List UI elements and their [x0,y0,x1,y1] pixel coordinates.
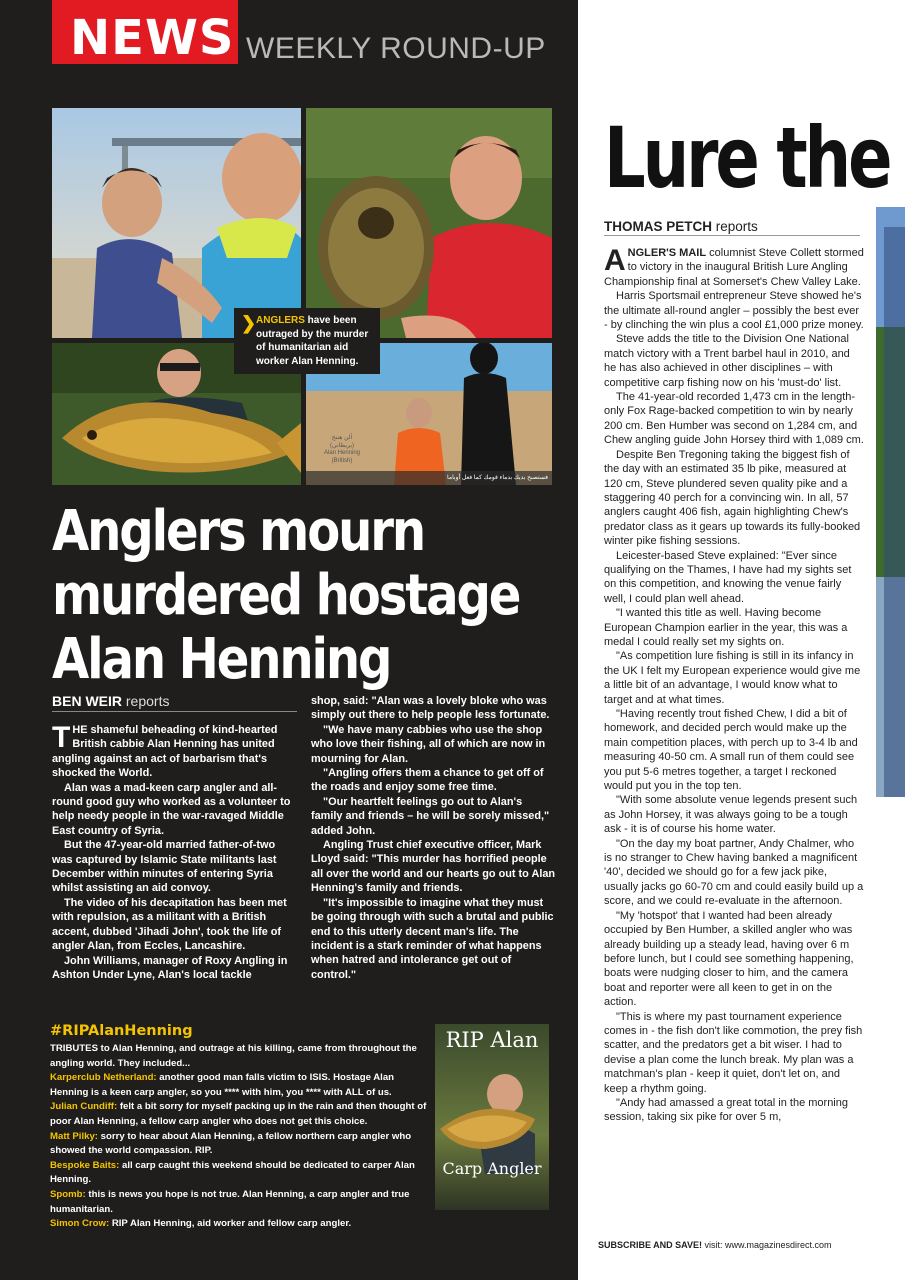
article-paragraph: The 41-year-old recorded 1,473 cm in the length-only Fox Rage-backed competition to win by nearly 200 cm. Ben Humber was second on 1,284 cm, and Chew angling guide John Horsey third with 1,089 cm. [604,391,864,447]
headline-line-2: murdered hostage [52,563,520,628]
caption-arrow-icon: ❯ [241,313,257,333]
dropcap: T [52,721,71,754]
article-paragraph: "We have many cabbies who use the shop who love their fishing, all of which are now in mourning for Alan. [311,723,546,765]
tribute-item: Spomb: this is news you hope is not true. Alan Henning, a carp angler and true humanitarian. [50,1188,410,1215]
photo-alan-with-child [52,108,301,338]
article-paragraph: "Having recently trout fished Chew, I did a bit of homework, and decided perch would make up the main competition places, with perch up to 3-4 lb and measuring 40-50 cm. A small run of them could see you put 5-6 metres together, a target I reckoned would put you in the top ten. [604,708,858,793]
footer-subscribe: SUBSCRIBE AND SAVE! [598,1240,703,1250]
article-paragraph: "This is where my past tournament experience comes in - the fish don't like commotion, the prey fish scatter, and the predators get a bit wiser. I had to devise a plan come the lunch break. My plan was a matchman's plan - keep it quiet, don't let on, and keep a rhythm going. [604,1010,863,1095]
hostage-name-sign: آلن هننج (بريطاني) Alan Henning (British) [323,435,361,464]
left-headline [52,499,520,692]
right-page [578,0,905,1280]
article-paragraph: "As competition lure fishing is still in its infancy in the UK I felt my European experience would give me a little bit of an advantage, I would know what to target and at what times. [604,650,861,706]
byline-reports: reports [122,693,170,709]
news-section-label: NEWS [70,10,235,66]
article-paragraph: The video of his decapitation has been met with repulsion, as a militant with a British accent, dubbed 'Jihadi John', took the life of angler Alan, from Eccles, Lancashire. [52,896,287,953]
byline-author: THOMAS PETCH [604,219,712,234]
article-paragraph: "It's impossible to imagine what they must be going through with such a brutal and public end to this utterly decent man's life. The incident is a stark reminder of what happens when hatred and intolerance get out of control." [311,896,554,981]
article-paragraph: Angling Trust chief executive officer, Mark Lloyd said: "This murder has horrified people all over the world and our hearts go out to Alan Henning's family and friends. [311,839,556,895]
tribute-item: Karperclub Netherland: another good man falls victim to ISIS. Hostage Alan Henning is a keen carp angler, so you **** with him, you **** with ALL of us. [50,1072,395,1098]
photo-alan-with-carp [306,108,552,338]
tribute-item: Julian Cundiff: felt a bit sorry for myself packing up in the rain and then thought of poor Alan Henning, a fellow carp angler who does not get this choice. [50,1101,427,1127]
article-paragraph: Alan was a mad-keen carp angler and all-round good guy who worked as a volunteer to help needy people in the war-ravaged Middle East country of Syria. [52,781,291,837]
caption-text: have been outraged by the murder of humanitarian aid worker Alan Henning. [256,315,369,367]
left-article-column-2 [311,694,556,982]
rip-hashtag-title: #RIPAlanHenning [50,1023,193,1039]
article-paragraph: Leicester-based Steve explained: "Ever since qualifying on the Thames, I have had my sights set on this competition, and knowing the venue fairly well, I could plan well ahead. [604,549,852,605]
right-article-column [604,246,864,1125]
article-paragraph: ANGLER'S MAIL columnist Steve Collett stormed to victory in the inaugural British Lure Angling Championship final at Somerset's Chew Valley Lake. [604,244,864,288]
left-article-column-1 [52,723,298,982]
article-paragraph: THE shameful beheading of kind-hearted British cabbie Alan Henning has united angling against an act of barbarism that's shocked the World. [52,721,278,780]
article-paragraph: John Williams, manager of Roxy Angling in Ashton Under Lyne, Alan's local tackle [52,954,288,981]
dropcap: A [604,244,626,277]
article-paragraph: Despite Ben Tregoning taking the biggest fish of the day with an estimated 35 lb pike, measured at 120 cm, Steve plundered seven quality pike and a staggering 40 perch for a convincing win. In all, 57 anglers caught 406 fish, again highlighting Chew's predator class as it gears up towards its fully-booked winter pike fishing sessions. [604,448,861,548]
article-paragraph: But the 47-year-old married father-of-two was captured by Islamic State militants last December within minutes of entering Syria whilst assisting an aid convoy. [52,839,277,895]
article-paragraph: "Angling offers them a chance to get off of the roads and enjoy some free time. [311,767,544,794]
article-paragraph: Harris Sportsmail entrepreneur Steve showed he's the ultimate all-round angler – possibly the best ever - by clinching the win plus a cool £1,000 prize money. [604,290,864,332]
tribute-item: Simon Crow: RIP Alan Henning, aid worker and fellow carp angler. [50,1218,352,1230]
photo-caption [234,308,380,374]
article-paragraph: "With some absolute venue legends present such as John Horsey, it was always going to be a tough ask - it is of course his home water. [604,794,858,836]
headline-line-1: Anglers mourn [52,499,425,564]
article-paragraph: "On the day my boat partner, Andy Chalmer, who is no stranger to Chew having banked a magnificent '40', decided we should go for a few jack pike, usually jacks go 60-70 cm and could easily build up a score, and we could re-evaluate in the afternoon. [604,837,864,908]
tribute-item: Bespoke Baits: all carp caught this weekend should be dedicated to carper Alan Henning. [50,1159,415,1186]
headline-line-3: Alan Henning [52,627,391,692]
weekly-roundup-label: WEEKLY ROUND-UP [246,32,546,65]
hostage-video-banner: فستصبح بديك بدماء قومك كما فعل أوباما [447,475,548,481]
rip-intro: TRIBUTES to Alan Henning, and outrage at his killing, came from throughout the angling world. They included... [50,1043,417,1069]
caption-lead: ANGLERS [256,315,305,326]
subscribe-footer [598,1240,832,1250]
right-headline: Lure the [604,109,890,207]
left-byline [52,693,297,712]
right-byline [604,219,860,236]
photo-right-edge [876,207,905,797]
article-paragraph: "My 'hotspot' that I wanted had been already occupied by Ben Humber, a skilled angler who was already building up a steady lead, having over 6 m before lunch, but I could see something happening, boats were nudging closer to him, and the camera boat and reporter were all keen to get in on the action. [604,909,854,1009]
tribute-item: Matt Pilky: sorry to hear about Alan Henning, a fellow northern carp angler who showed the world compassion. RIP. [50,1130,412,1157]
article-paragraph: "Our heartfelt feelings go out to Alan's family and friends – he will be sorely missed," added John. [311,795,550,837]
article-paragraph: shop, said: "Alan was a lovely bloke who was simply out there to help people less fortunate. [311,695,550,722]
article-paragraph: "I wanted this title as well. Having become European Champion earlier in the year, this was a medal I could really set my sights on. [604,607,848,648]
article-paragraph: "Andy had amassed a great total in the morning session, taking six pike for over 5 m, [604,1096,848,1124]
footer-url[interactable]: visit: www.magazinesdirect.com [702,1240,832,1250]
rip-tributes [50,1042,428,1232]
rip-alan-image-text: RIP Alan [445,1028,539,1052]
carp-angler-image-text: Carp Angler [442,1159,542,1178]
byline-author: BEN WEIR [52,693,122,709]
photo-rip-alan-tribute [435,1024,549,1210]
byline-reports: reports [712,219,758,234]
article-paragraph: Steve adds the title to the Division One National match victory with a Trent barbel haul in 2010, and he has also achieved in other disciplines – with competitive carp fishing now on his 'must-do' list. [604,333,850,389]
